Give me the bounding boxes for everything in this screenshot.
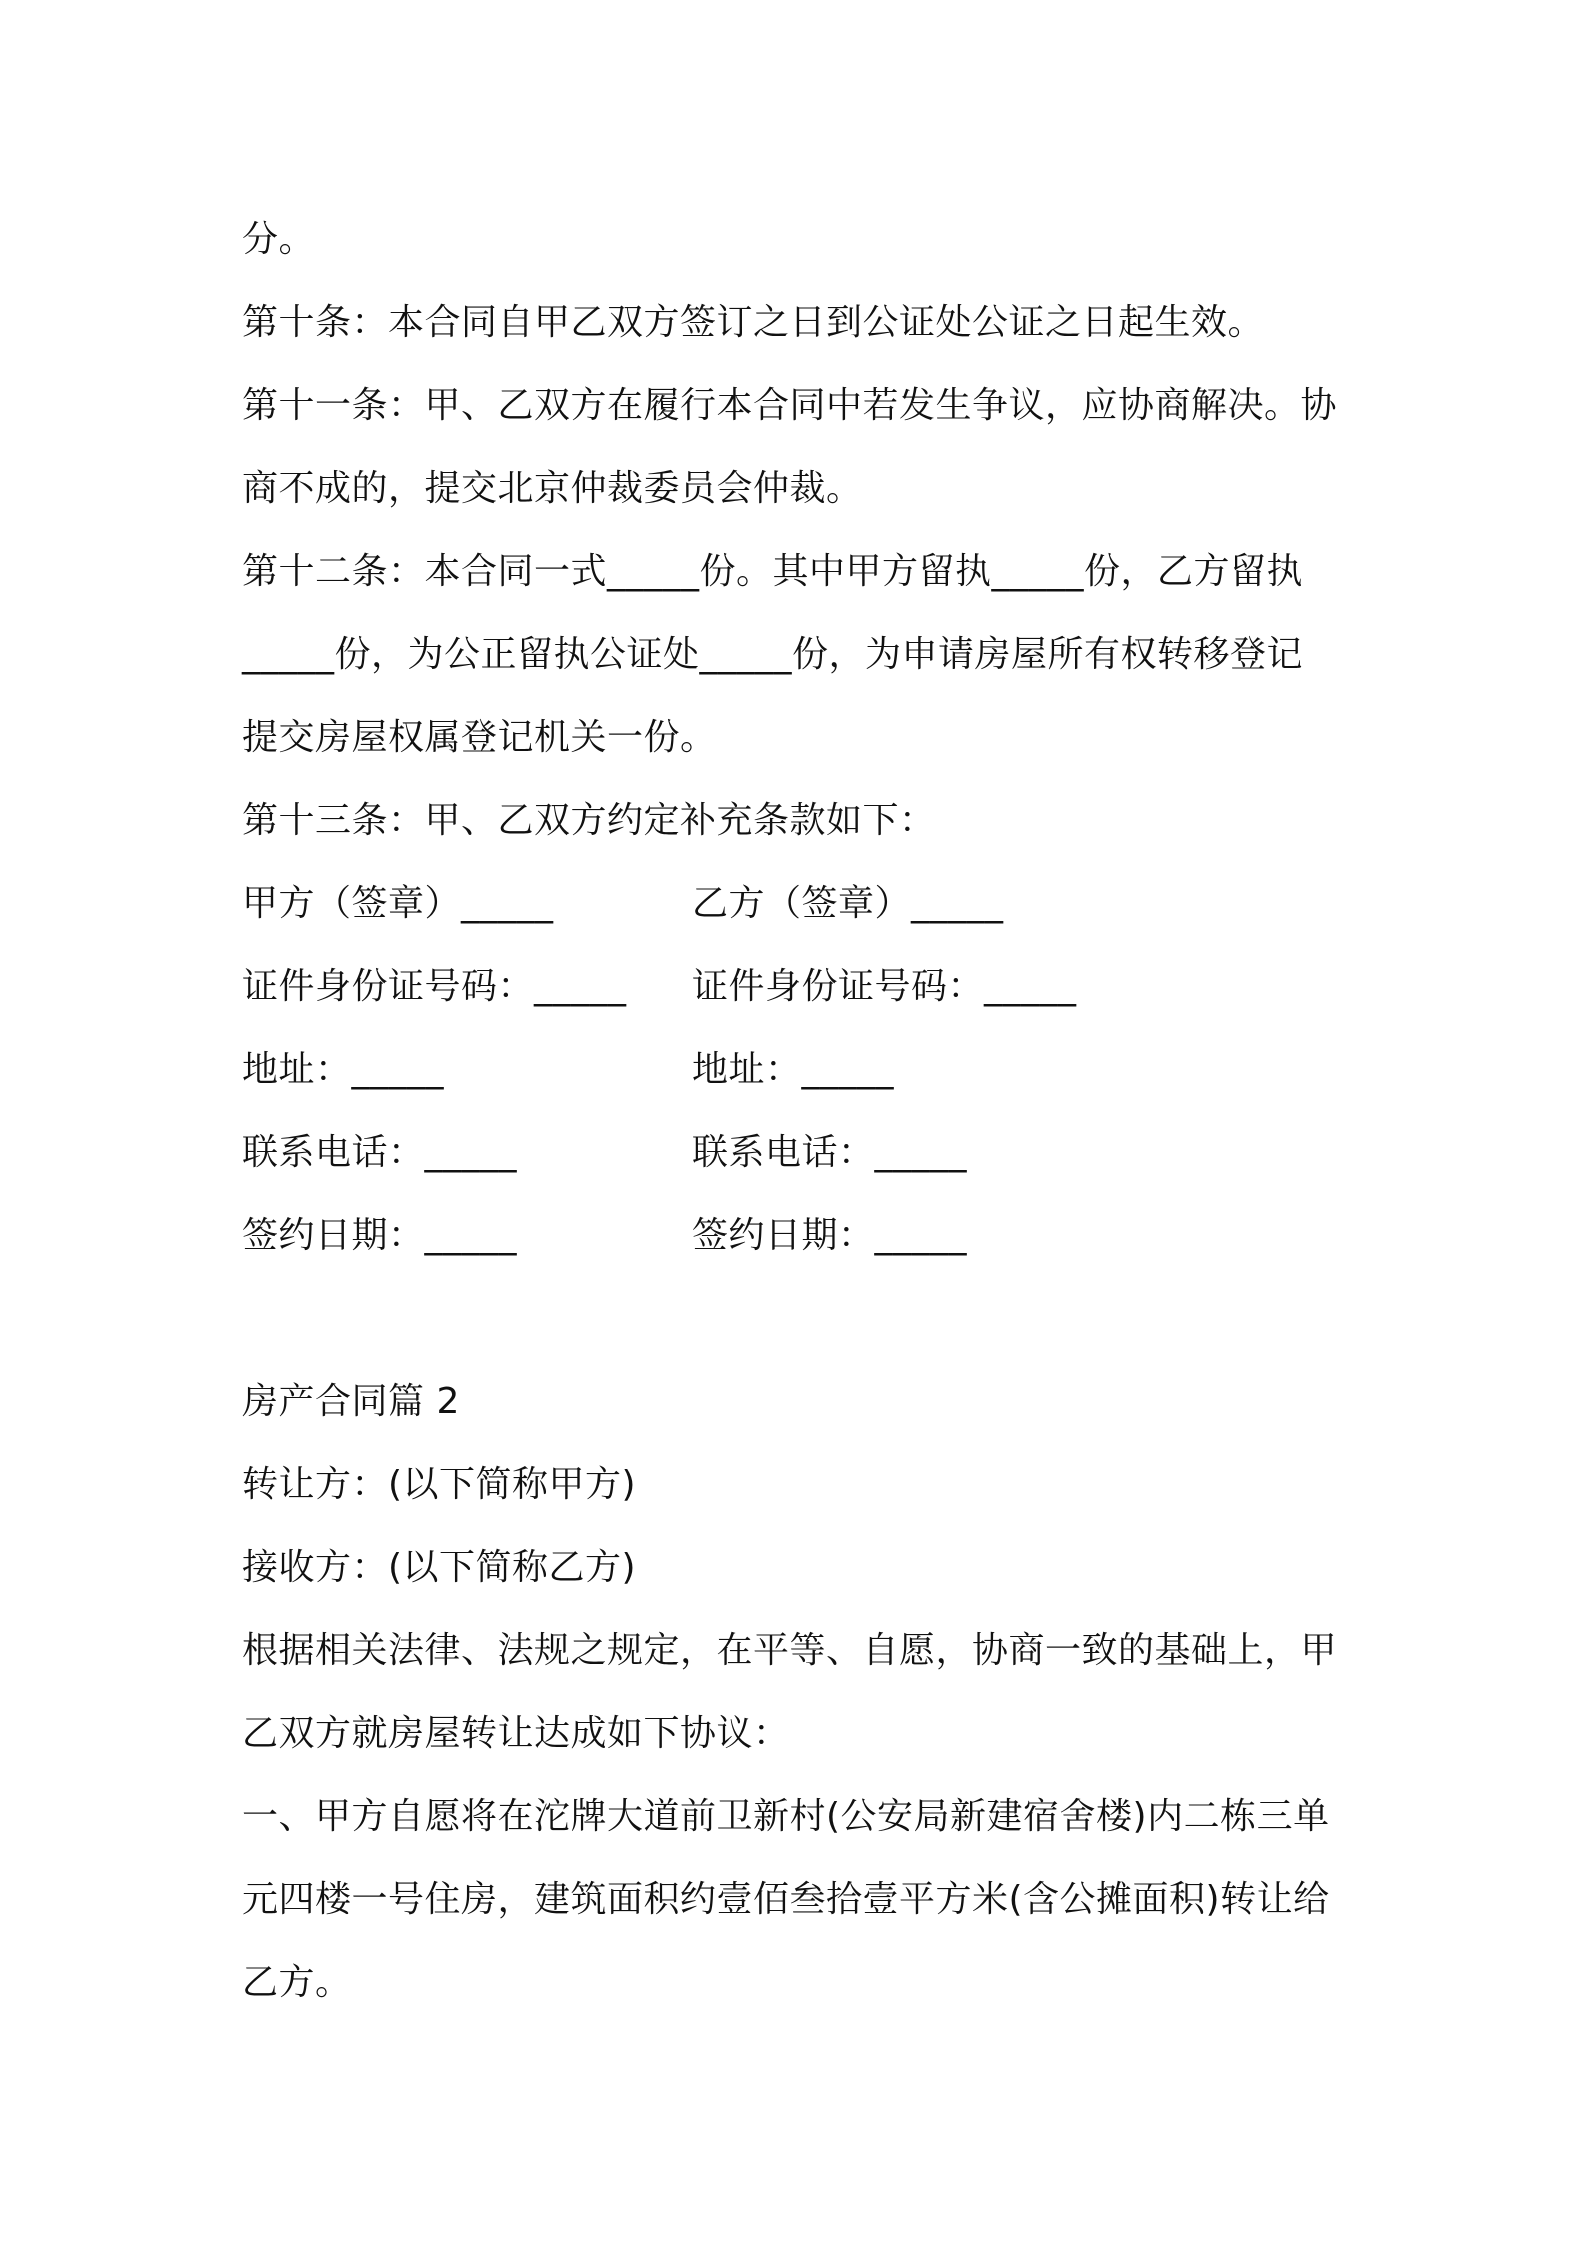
party-a-phone: 联系电话：_____ [242, 1132, 518, 1173]
party-a-id: 证件身份证号码：_____ [242, 966, 627, 1007]
party-a-date: 签约日期：_____ [242, 1215, 518, 1256]
transferee-line: 接收方：(以下简称乙方) [242, 1547, 637, 1588]
transferor-line: 转让方：(以下简称甲方) [242, 1464, 637, 1505]
section-gap [242, 1277, 1357, 1360]
party-b-address: 地址：_____ [692, 1049, 895, 1090]
preamble: 根据相关法律、法规之规定，在平等、自愿，协商一致的基础上，甲 [242, 1630, 1338, 1671]
article-11: 第十一条：甲、乙双方在履行本合同中若发生争议，应协商解决。协 [242, 385, 1338, 426]
signature-row [242, 862, 1357, 945]
article-13: 第十三条：甲、乙双方约定补充条款如下： [242, 800, 936, 841]
signature-row [242, 1028, 1357, 1111]
party-b-date: 签约日期：_____ [692, 1215, 968, 1256]
signature-row [242, 1194, 1357, 1277]
clause-1: 一、甲方自愿将在沱牌大道前卫新村(公安局新建宿舍楼)内二栋三单 [242, 1796, 1330, 1837]
article-10: 第十条：本合同自甲乙双方签订之日到公证处公证之日起生效。 [242, 302, 1265, 343]
document-content [242, 198, 1357, 2024]
party-b-seal: 乙方（签章）_____ [692, 883, 1004, 924]
party-b-phone: 联系电话：_____ [692, 1132, 968, 1173]
party-a-seal: 甲方（签章）_____ [242, 883, 554, 924]
signature-row [242, 945, 1357, 1028]
signature-block [242, 862, 1357, 1277]
clause-1-cont: 元四楼一号住房，建筑面积约壹佰叁拾壹平方米(含公摊面积)转让给 [242, 1879, 1330, 1920]
party-b-id: 证件身份证号码：_____ [692, 966, 1077, 1007]
party-a-address: 地址：_____ [242, 1049, 445, 1090]
article-11-cont: 商不成的，提交北京仲裁委员会仲裁。 [242, 468, 863, 509]
signature-row [242, 1111, 1357, 1194]
preamble-cont: 乙双方就房屋转让达成如下协议： [242, 1713, 790, 1754]
article-12-cont: _____份，为公正留执公证处_____份，为申请房屋所有权转移登记 [242, 634, 1304, 675]
article-12-cont: 提交房屋权属登记机关一份。 [242, 717, 717, 758]
section-title: 房产合同篇 2 [242, 1381, 460, 1422]
article-12: 第十二条：本合同一式_____份。其中甲方留执_____份，乙方留执 [242, 551, 1304, 592]
clause-1-cont: 乙方。 [242, 1962, 352, 2003]
text-line: 分。 [242, 219, 316, 260]
